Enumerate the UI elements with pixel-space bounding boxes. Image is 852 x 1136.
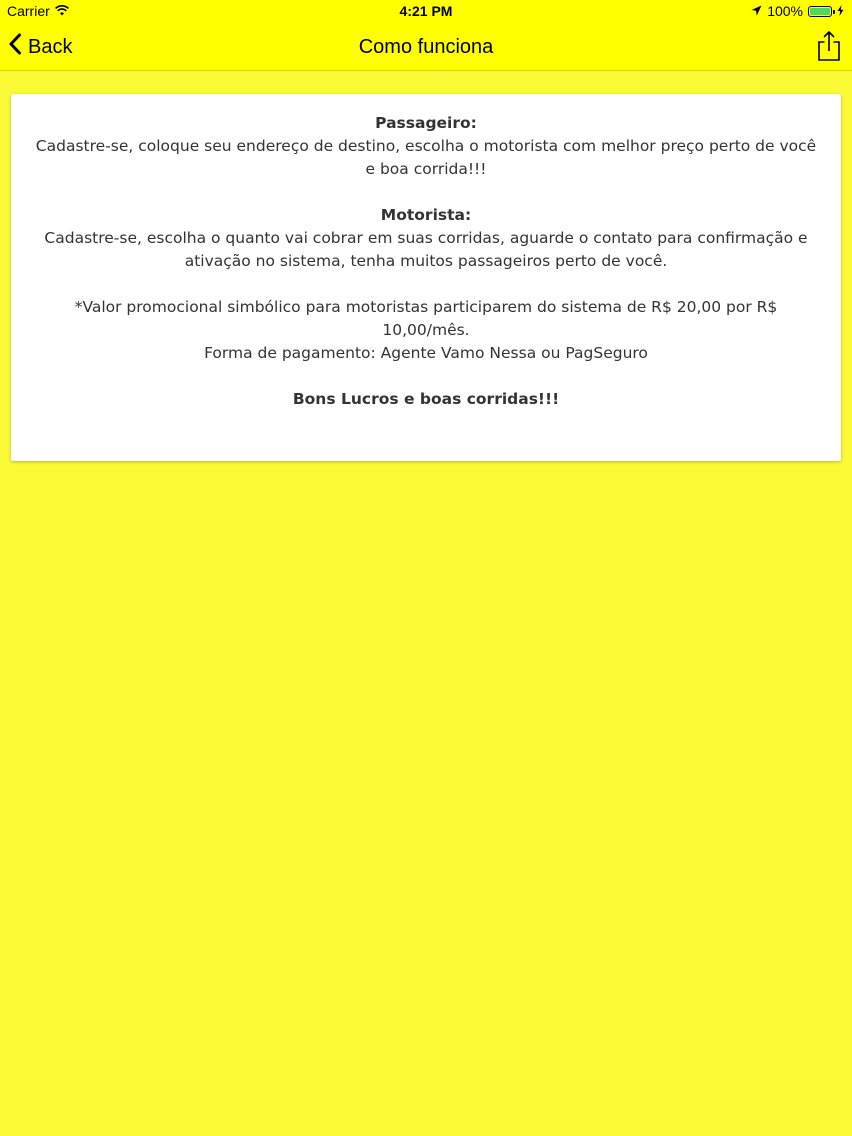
page-title: Como funciona bbox=[358, 36, 494, 58]
closing-text: Bons Lucros e boas corridas!!! bbox=[292, 390, 560, 408]
status-time: 4:21 PM bbox=[399, 3, 453, 19]
passenger-heading: Passageiro: bbox=[375, 114, 477, 132]
location-arrow-icon bbox=[751, 3, 762, 19]
navigation-bar bbox=[0, 24, 852, 71]
passenger-text: Cadastre-se, coloque seu endereço de destino, escolha o motorista com melhor preço perto de você e boa corrida!!! bbox=[35, 137, 817, 178]
promo-text: *Valor promocional simbólico para motoristas participarem do sistema de R$ 20,00 por R$ 10,00/mês. bbox=[74, 298, 778, 339]
driver-heading: Motorista: bbox=[380, 206, 472, 224]
battery-icon bbox=[808, 6, 832, 17]
closing-section bbox=[31, 388, 821, 411]
charging-bolt-icon bbox=[837, 3, 844, 19]
driver-text: Cadastre-se, escolha o quanto vai cobrar em suas corridas, aguarde o contato para confirmação e ativação no sistema, tenha muitos passageiros perto de você. bbox=[44, 229, 808, 270]
battery-percentage: 100% bbox=[767, 3, 803, 19]
payment-text: Forma de pagamento: Agente Vamo Nessa ou PagSeguro bbox=[204, 344, 648, 362]
carrier-label: Carrier bbox=[7, 3, 50, 19]
back-label: Back bbox=[28, 35, 73, 58]
promo-section bbox=[31, 296, 821, 365]
status-bar bbox=[0, 0, 852, 24]
passenger-section bbox=[31, 112, 821, 181]
info-card bbox=[11, 94, 841, 461]
share-icon bbox=[816, 30, 842, 62]
status-right bbox=[751, 3, 844, 19]
driver-section bbox=[31, 204, 821, 273]
share-button[interactable] bbox=[816, 30, 842, 62]
